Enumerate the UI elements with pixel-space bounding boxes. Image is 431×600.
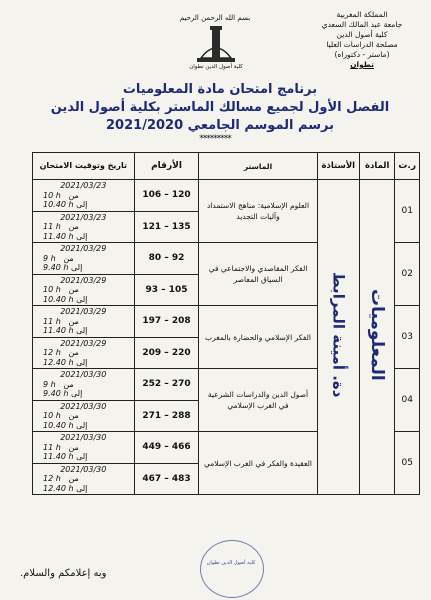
exam-start (33, 474, 134, 484)
to-label: إلى (76, 200, 88, 209)
professor-name: دة. أمينة المرابط (329, 272, 348, 398)
date-value: 2021/03/29 (60, 338, 107, 348)
row-number: 01 (395, 180, 420, 243)
to-label: إلى (76, 452, 88, 461)
end-time: 12.40 h (43, 357, 74, 367)
from-label: من (68, 474, 79, 483)
subject-name: المعلوميات (367, 289, 388, 381)
exam-start (33, 191, 134, 201)
end-time: 11.40 h (43, 326, 74, 335)
exam-datetime (33, 463, 135, 495)
start-time: 11 h (43, 316, 61, 326)
start-time: 10 h (43, 285, 61, 294)
exam-start (33, 254, 134, 264)
exam-datetime (33, 337, 135, 369)
date-value: 2021/03/30 (60, 401, 107, 411)
master-program: الفكر المقاصدي والاجتماعي في السياق المعاصر (199, 243, 317, 306)
exam-start (33, 285, 134, 295)
student-number-range: 288 – 271 (134, 400, 199, 432)
student-number-range: 466 – 449 (134, 432, 199, 464)
end-time: 11.40 h (43, 452, 74, 461)
start-time: 9 h (43, 253, 56, 263)
institution-header (307, 10, 417, 70)
date-value: 2021/03/29 (60, 307, 107, 316)
exam-start (33, 443, 134, 453)
subject-cell (360, 180, 395, 495)
header-line: جامعة عبد المالك السعدي (321, 20, 403, 29)
exam-end (33, 232, 134, 242)
header-line: كلية أصول الدين (336, 30, 388, 39)
official-stamp (200, 540, 264, 598)
stamp-label: كلية أصول الدين تطوان (206, 560, 256, 566)
exam-end (33, 200, 134, 210)
stars-divider: ********* (199, 134, 231, 144)
col-numbers-header: الأرقام (134, 153, 199, 180)
exam-start (33, 348, 134, 358)
page-title: برنامج امتحان مادة المعلوميات (122, 82, 318, 97)
date-value: 2021/03/30 (60, 370, 107, 379)
date-value: 2021/03/29 (60, 275, 107, 285)
from-label: من (68, 285, 79, 294)
row-number: 04 (395, 369, 420, 432)
exam-end (33, 484, 134, 494)
exam-schedule-table (32, 152, 420, 495)
student-number-range: 120 – 106 (134, 180, 199, 212)
exam-datetime (33, 274, 135, 306)
table-row (33, 180, 420, 212)
start-time: 10 h (43, 411, 61, 420)
to-label: إلى (76, 357, 88, 367)
date-value: 2021/03/23 (60, 212, 107, 222)
from-label: من (68, 348, 79, 357)
exam-datetime (33, 432, 135, 464)
exam-end (33, 389, 134, 399)
basmala: بسم الله الرحمن الرحيم (179, 14, 251, 22)
master-program: أصول الدين والدراسات الشرعية في الغرب الإسلامي (199, 369, 317, 432)
end-time: 9.40 h (43, 389, 69, 398)
to-label: إلى (76, 420, 88, 430)
exam-date (33, 339, 134, 349)
closing-note: وبه إعلامكم والسلام. (20, 568, 107, 579)
exam-date (33, 402, 134, 412)
exam-datetime (33, 306, 135, 338)
exam-end (33, 326, 134, 336)
exam-end (33, 263, 134, 273)
header-line: مصلحة الدراسات العليا (326, 40, 398, 49)
master-program: العلوم الإسلامية: مناهج الاستمداد وآليات التجديد (199, 180, 317, 243)
exam-end (33, 358, 134, 368)
end-time: 10.40 h (43, 200, 74, 209)
from-label: من (68, 411, 79, 420)
student-number-range: 483 – 467 (134, 463, 199, 495)
date-value: 2021/03/30 (60, 464, 107, 474)
end-time: 11.40 h (43, 231, 74, 241)
header-line: (ماستر - دكتوراه) (334, 50, 390, 59)
exam-date (33, 213, 134, 223)
start-time: 9 h (43, 379, 56, 389)
academic-year: برسم الموسم الجامعي 2021/2020 (106, 118, 334, 133)
faculty-logo (193, 24, 239, 66)
professor-cell (317, 180, 359, 495)
date-value: 2021/03/23 (60, 181, 107, 190)
student-number-range: 208 – 197 (134, 306, 199, 338)
start-time: 11 h (43, 442, 61, 452)
from-label: من (68, 222, 79, 231)
from-label: من (63, 379, 74, 389)
col-date-header: تاريخ وتوقيت الامتحان (33, 153, 135, 180)
col-master-header: الماستر (199, 153, 317, 180)
student-number-range: 92 – 80 (134, 243, 199, 275)
table-header-row (33, 153, 420, 180)
student-number-range: 270 – 252 (134, 369, 199, 401)
date-value: 2021/03/29 (60, 244, 107, 253)
col-subject-header: المادة (360, 153, 395, 180)
student-number-range: 105 – 93 (134, 274, 199, 306)
from-label: من (68, 190, 79, 200)
end-time: 12.40 h (43, 483, 74, 493)
exam-date (33, 244, 134, 254)
exam-start (33, 317, 134, 327)
to-label: إلى (70, 389, 83, 398)
exam-date (33, 465, 134, 475)
exam-date (33, 370, 134, 380)
exam-start (33, 222, 134, 232)
end-time: 9.40 h (43, 263, 69, 272)
to-label: إلى (76, 231, 88, 241)
exam-end (33, 421, 134, 431)
exam-start (33, 380, 134, 390)
to-label: إلى (76, 294, 88, 304)
exam-end (33, 295, 134, 305)
exam-datetime (33, 400, 135, 432)
header-line: المملكة المغربية (336, 10, 388, 19)
exam-datetime (33, 369, 135, 401)
exam-date (33, 276, 134, 286)
start-time: 10 h (43, 190, 61, 200)
row-number: 02 (395, 243, 420, 306)
to-label: إلى (70, 263, 83, 272)
exam-date (33, 433, 134, 443)
master-program: الفكر الإسلامي والحضارة بالمغرب (199, 306, 317, 369)
row-number: 03 (395, 306, 420, 369)
student-number-range: 220 – 209 (134, 337, 199, 369)
exam-date (33, 307, 134, 317)
logo-caption: كلية أصول الدين تطوان (189, 64, 243, 70)
master-program: العقيدة والفكر في الغرب الإسلامي (199, 432, 317, 495)
to-label: إلى (76, 326, 88, 335)
exam-date (33, 181, 134, 191)
from-label: من (68, 316, 79, 326)
exam-start (33, 411, 134, 421)
end-time: 10.40 h (43, 420, 74, 430)
exam-datetime (33, 211, 135, 243)
end-time: 10.40 h (43, 294, 74, 304)
start-time: 12 h (43, 348, 61, 357)
col-num-header: ر.ت (395, 153, 420, 180)
to-label: إلى (76, 483, 88, 493)
start-time: 11 h (43, 222, 61, 231)
from-label: من (63, 253, 74, 263)
exam-end (33, 452, 134, 462)
start-time: 12 h (43, 474, 61, 483)
page-subtitle: الفصل الأول لجميع مسالك الماستر بكلية أصول الدين (50, 100, 390, 115)
row-number: 05 (395, 432, 420, 495)
exam-datetime (33, 180, 135, 212)
student-number-range: 135 – 121 (134, 211, 199, 243)
exam-datetime (33, 243, 135, 275)
from-label: من (68, 442, 79, 452)
header-line: تطوان (350, 60, 374, 69)
col-professor-header: الأستاذة (317, 153, 359, 180)
date-value: 2021/03/30 (60, 433, 107, 442)
